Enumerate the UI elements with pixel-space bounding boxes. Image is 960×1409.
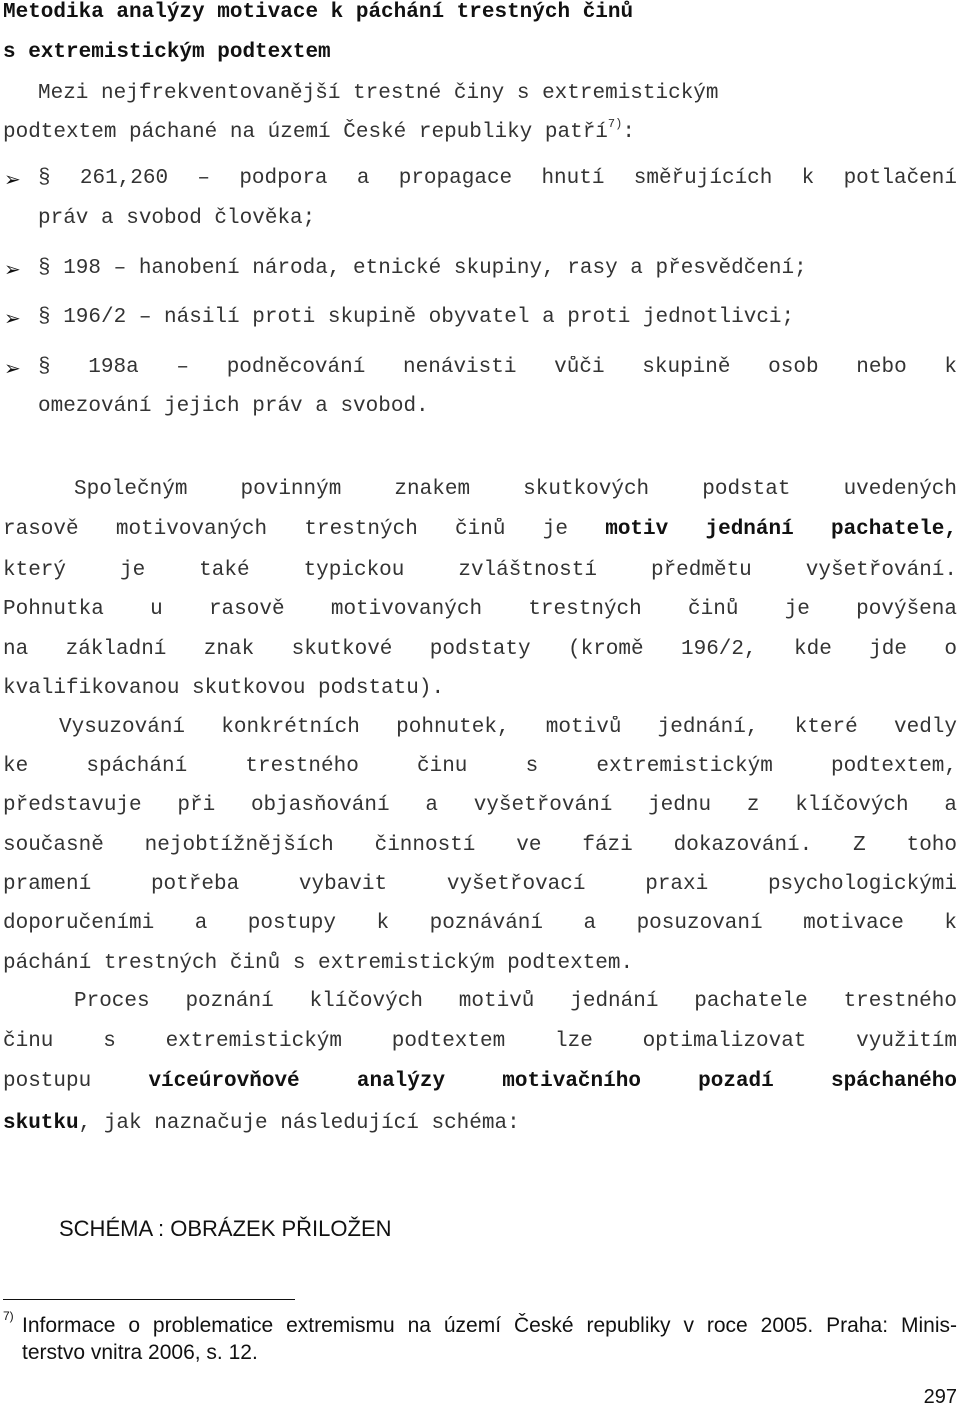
- p3-line-3-bold: víceúrovňové analýzy motivačního pozadí spáchaného: [148, 1070, 957, 1093]
- p2-line-3: představuje při objasňování a vyšetřování jednu z klíčových a: [3, 794, 957, 817]
- page-number: 297: [923, 1386, 957, 1408]
- intro-colon: :: [622, 121, 635, 144]
- arrow-bullet-icon: ➢: [4, 356, 21, 380]
- bullet-1-line-2: práv a svobod člověka;: [38, 207, 316, 230]
- p1-line-5: na základní znak skutkové podstaty (kromě 196/2, kde jde o: [3, 638, 957, 661]
- bullet-3-line-1: § 196/2 – násilí proti skupině obyvatel a proti jednotlivci;: [38, 306, 795, 329]
- p3-line-4: [3, 1112, 520, 1136]
- p2-line-6: doporučeními a postupy k poznávání a posuzovaní motivace k: [3, 912, 957, 935]
- footnote-mark: 7): [3, 1309, 14, 1323]
- arrow-bullet-icon: ➢: [4, 257, 21, 281]
- bullet-2-line-1: § 198 – hanobení národa, etnické skupiny, rasy a přesvědčení;: [38, 257, 807, 280]
- schema-caption: SCHÉMA : OBRÁZEK PŘILOŽEN: [59, 1216, 392, 1241]
- bullet-4-line-2: omezování jejich práv a svobod.: [38, 395, 429, 418]
- p3-line-3: [3, 1070, 957, 1094]
- arrow-bullet-icon: ➢: [4, 306, 21, 330]
- p1-line-2-text: rasově motivovaných trestných činů je: [3, 518, 568, 541]
- p3-line-1: Proces poznání klíčových motivů jednání pachatele trestného: [74, 990, 957, 1013]
- p1-line-3: který je také typickou zvláštností předmětu vyšetřování.: [3, 559, 957, 582]
- p2-line-2: ke spáchání trestného činu s extremistickým podtextem,: [3, 755, 957, 778]
- p1-line-2: [3, 518, 957, 542]
- footnote-divider: [3, 1299, 295, 1300]
- p2-line-5: pramení potřeba vybavit vyšetřovací praxi psychologickými: [3, 873, 957, 896]
- intro-line-2: [3, 117, 635, 145]
- footnote-ref: 7): [607, 117, 623, 131]
- p2-line-1: Vysuzování konkrétních pohnutek, motivů jednání, které vedly: [59, 716, 957, 739]
- p3-line-4-bold: skutku: [3, 1112, 79, 1135]
- document-title: [3, 1, 957, 27]
- intro-line-2-text: podtextem páchané na území České republiky patří: [3, 121, 608, 144]
- title-line-1: Metodika analýzy motivace k páchání trestných činů: [3, 1, 634, 24]
- p3-line-2: činu s extremistickým podtextem lze optimalizovat využitím: [3, 1030, 957, 1053]
- intro-line-1: Mezi nejfrekventovanější trestné činy s extremistickým: [38, 82, 719, 105]
- document-title-2: [3, 41, 957, 67]
- p2-line-4: současně nejobtížnějších činností ve fázi dokazování. Z toho: [3, 834, 957, 857]
- p1-line-1: Společným povinným znakem skutkových podstat uvedených: [74, 478, 957, 501]
- p3-line-3-text: postupu: [3, 1070, 92, 1093]
- p1-line-4: Pohnutka u rasově motivovaných trestných činů je povýšena: [3, 598, 957, 621]
- footnote-line-1: Informace o problematice extremismu na území České republiky v roce 2005. Praha: Minis-: [22, 1314, 957, 1337]
- p3-line-4-text: , jak naznačuje následující schéma:: [78, 1112, 520, 1135]
- bullet-4-line-1: § 198a – podněcování nenávisti vůči skupině osob nebo k: [38, 356, 957, 379]
- title-line-2: s extremistickým podtextem: [3, 41, 331, 64]
- footnote-line-2: terstvo vnitra 2006, s. 12.: [22, 1341, 258, 1364]
- p1-line-2-bold: motiv jednání pachatele,: [605, 518, 957, 541]
- p1-line-6: kvalifikovanou skutkovou podstatu).: [3, 677, 445, 700]
- bullet-1-line-1: § 261,260 – podpora a propagace hnutí směřujících k potlačení: [38, 167, 957, 190]
- p2-line-7: páchání trestných činů s extremistickým podtextem.: [3, 952, 634, 975]
- arrow-bullet-icon: ➢: [4, 167, 21, 191]
